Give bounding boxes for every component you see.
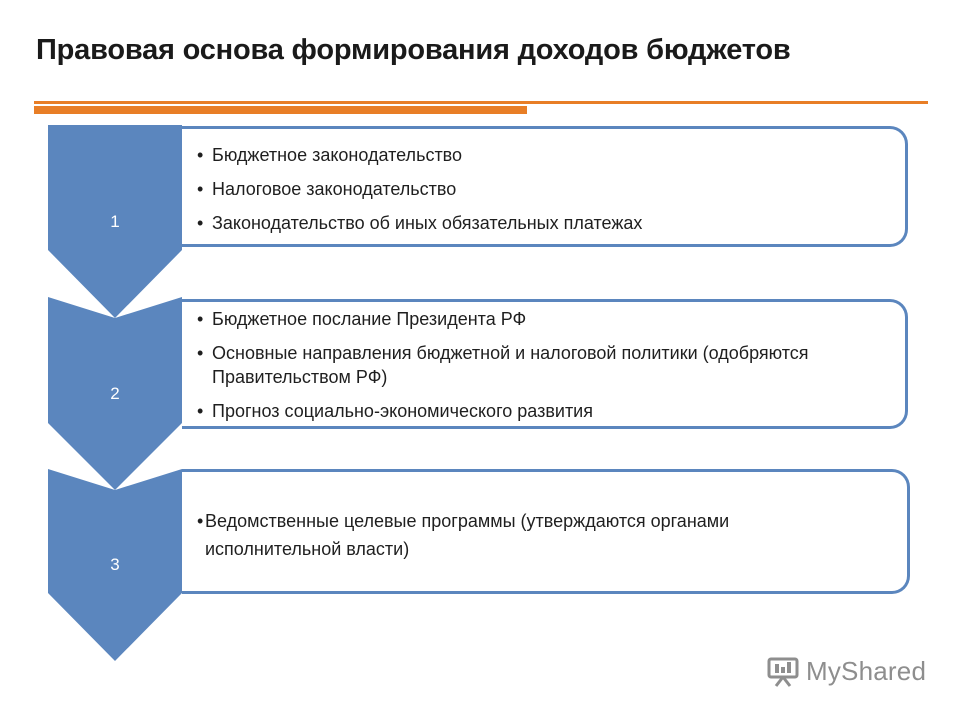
watermark [766,656,926,687]
step-box-3 [182,469,910,594]
list-item: • Бюджетное законодательство [197,143,887,167]
step-number-2: 2 [110,384,120,403]
watermark-text: MyShared [806,656,927,686]
list-item: • Ведомственные целевые программы (утверждаются органами исполнительной власти) [197,507,857,563]
list-item: • Законодательство об иных обязательных платежах [197,211,887,235]
presentation-board-icon [766,657,800,687]
list-item: • Прогноз социально-экономического развития [197,399,837,423]
step-box-2 [182,299,908,429]
step-number-3: 3 [110,555,120,574]
step-number-1: 1 [110,212,120,231]
step-box-1 [182,126,908,247]
list-item: • Основные направления бюджетной и налоговой политики (одобряются Правительством РФ) [197,341,837,389]
list-item: • Налоговое законодательство [197,177,887,201]
list-item: • Бюджетное послание Президента РФ [197,307,837,331]
page-title: Правовая основа формирования доходов бюджетов [36,34,791,66]
